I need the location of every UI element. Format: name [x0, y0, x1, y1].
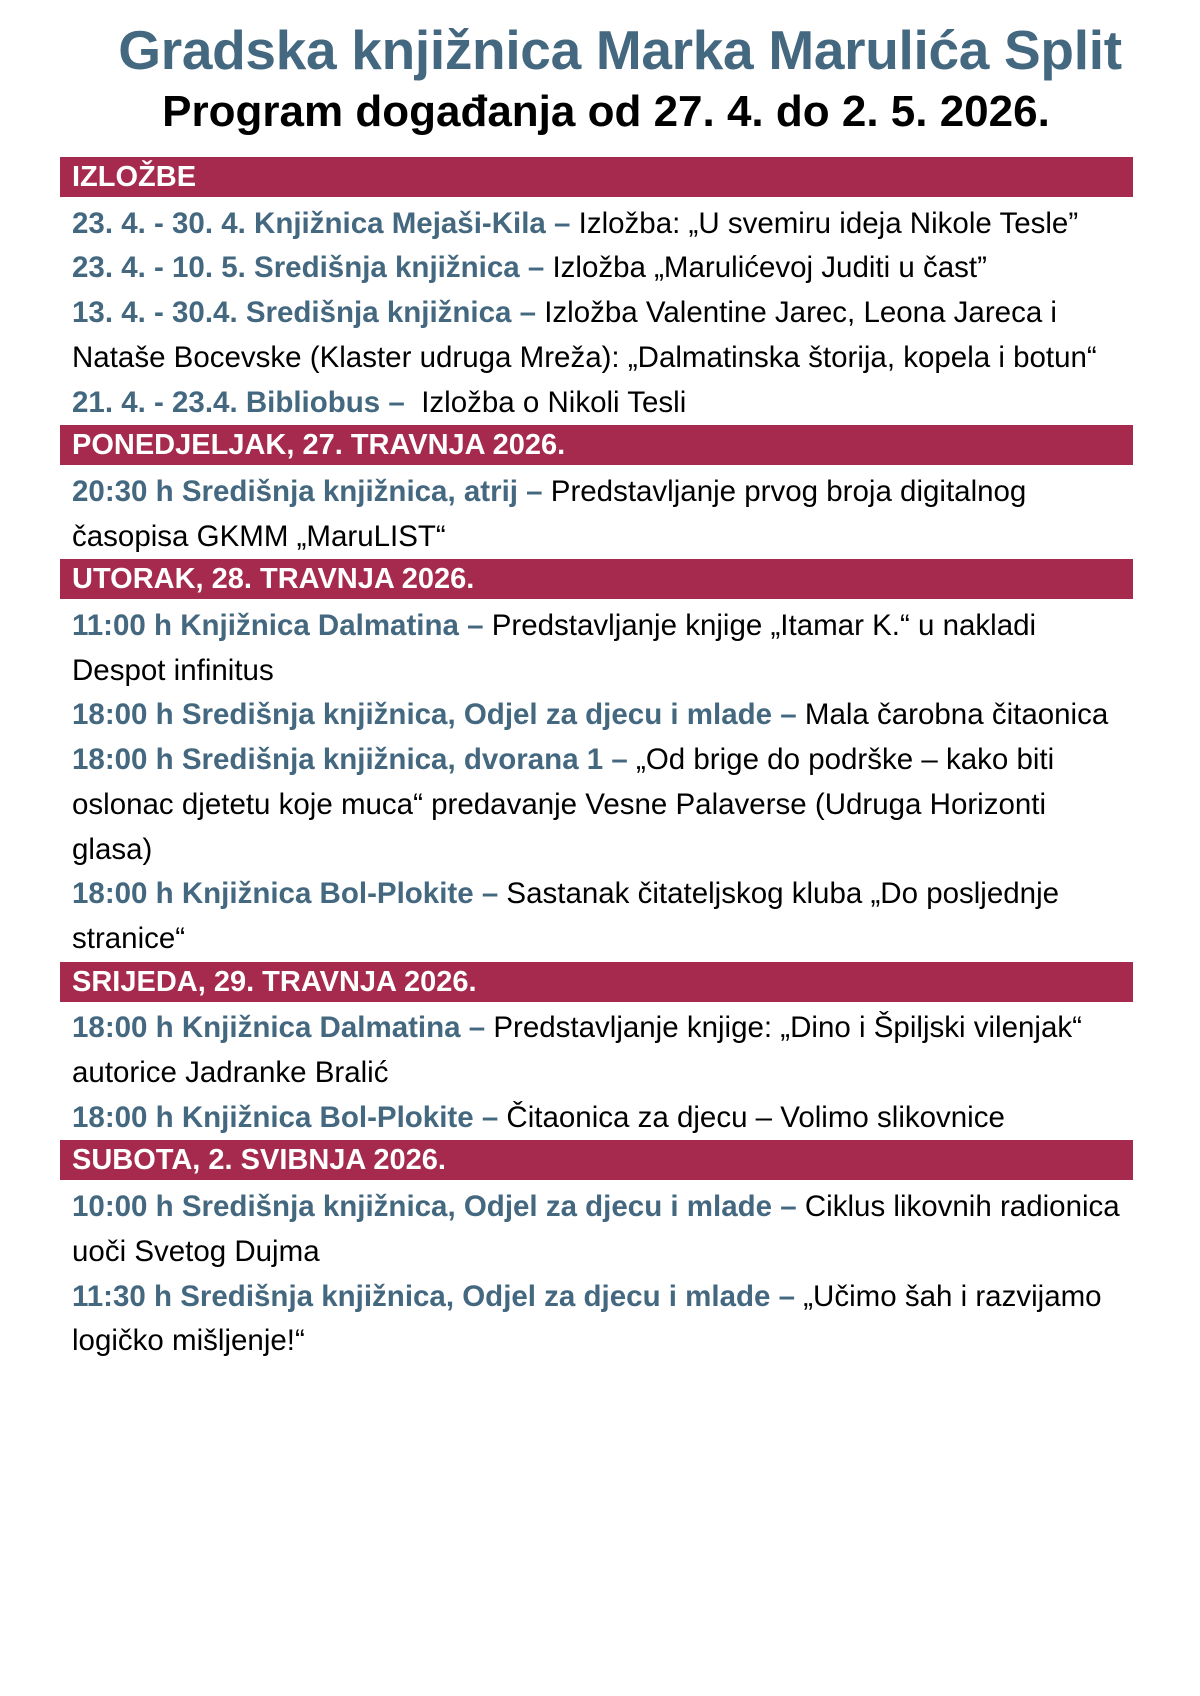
event-text: Sastanak čitateljskog kluba „Do posljednje stranice“: [72, 877, 1060, 955]
event-entry: [60, 470, 1133, 559]
event-lead: 18:00 h Knjižnica Bol-Plokite –: [72, 1100, 507, 1134]
library-title: Gradska knjižnica Marka Marulića Split: [118, 19, 1122, 81]
event-entry: [60, 1006, 1133, 1095]
event-text: Čitaonica za djecu – Volimo slikovnice: [506, 1100, 1005, 1134]
event-text: Mala čarobna čitaonica: [804, 698, 1109, 732]
event-entry: [60, 693, 1133, 738]
event-lead: 23. 4. - 10. 5. Središnja knjižnica –: [72, 251, 553, 285]
event-text: Izložba „Marulićevoj Juditi u čast”: [552, 251, 987, 285]
event-text: Predstavljanje prvog broja digitalnog časopisa GKMM „MaruLIST“: [72, 474, 1027, 553]
event-lead: 11:30 h Središnja knjižnica, Odjel za djecu i mlade –: [72, 1279, 804, 1313]
program-subtitle: Program događanja od 27. 4. do 2. 5. 2026.: [162, 87, 1050, 136]
section-heading-monday: PONEDJELJAK, 27. TRAVNJA 2026.: [60, 425, 1133, 465]
event-lead: 13. 4. - 30.4. Središnja knjižnica –: [72, 296, 545, 330]
program-list: [60, 157, 1133, 1364]
event-text: Ciklus likovnih radionica uoči Svetog Dujma: [72, 1190, 1120, 1268]
event-entry: [60, 738, 1133, 872]
event-lead: 18:00 h Knjižnica Bol-Plokite –: [72, 877, 507, 911]
event-lead: 18:00 h Središnja knjižnica, dvorana 1 –: [72, 743, 637, 777]
section-heading-wednesday: SRIJEDA, 29. TRAVNJA 2026.: [60, 962, 1133, 1002]
event-lead: 23. 4. - 30. 4. Knjižnica Mejaši-Kila –: [72, 206, 579, 240]
event-text: Predstavljanje knjige: „Dino i Špiljski vilenjak“ autorice Jadranke Bralić: [72, 1011, 1082, 1089]
event-lead: 10:00 h Središnja knjižnica, Odjel za djecu i mlade –: [72, 1190, 805, 1224]
section-heading-tuesday: UTORAK, 28. TRAVNJA 2026.: [60, 559, 1133, 599]
event-lead: 11:00 h Knjižnica Dalmatina –: [72, 608, 492, 642]
event-lead: 21. 4. - 23.4. Bibliobus –: [72, 385, 414, 419]
event-entry: [60, 1275, 1133, 1364]
event-text: Izložba Valentine Jarec, Leona Jareca i Nataše Bocevske (Klaster udruga Mreža): „Dalmatinska štorija, kopela i botun“: [72, 296, 1097, 374]
event-lead: 18:00 h Središnja knjižnica, Odjel za djecu i mlade –: [72, 698, 805, 732]
event-entry: [60, 202, 1133, 247]
event-entry: [60, 1185, 1133, 1274]
section-heading-saturday: SUBOTA, 2. SVIBNJA 2026.: [60, 1140, 1133, 1180]
event-text: „Od brige do podrške – kako biti oslonac djetetu koje muca“ predavanje Vesne Palaverse (Udruga Horizonti glasa): [72, 743, 1055, 866]
event-entry: [60, 246, 1133, 291]
event-entry: [60, 381, 1133, 426]
event-entry: [60, 1096, 1133, 1141]
event-lead: 18:00 h Knjižnica Dalmatina –: [72, 1011, 494, 1045]
event-text: „Učimo šah i razvijamo logičko mišljenje!“: [72, 1279, 1102, 1358]
event-lead: 20:30 h Središnja knjižnica, atrij –: [72, 474, 551, 508]
event-entry: [60, 604, 1133, 693]
event-text: Izložba o Nikoli Tesli: [413, 385, 687, 419]
event-text: Izložba: „U svemiru ideja Nikole Tesle”: [578, 206, 1079, 240]
section-heading-exhibitions: IZLOŽBE: [60, 157, 1133, 197]
event-entry: [60, 872, 1133, 961]
event-entry: [60, 291, 1133, 380]
event-text: Predstavljanje knjige „Itamar K.“ u nakladi Despot infinitus: [72, 608, 1037, 687]
